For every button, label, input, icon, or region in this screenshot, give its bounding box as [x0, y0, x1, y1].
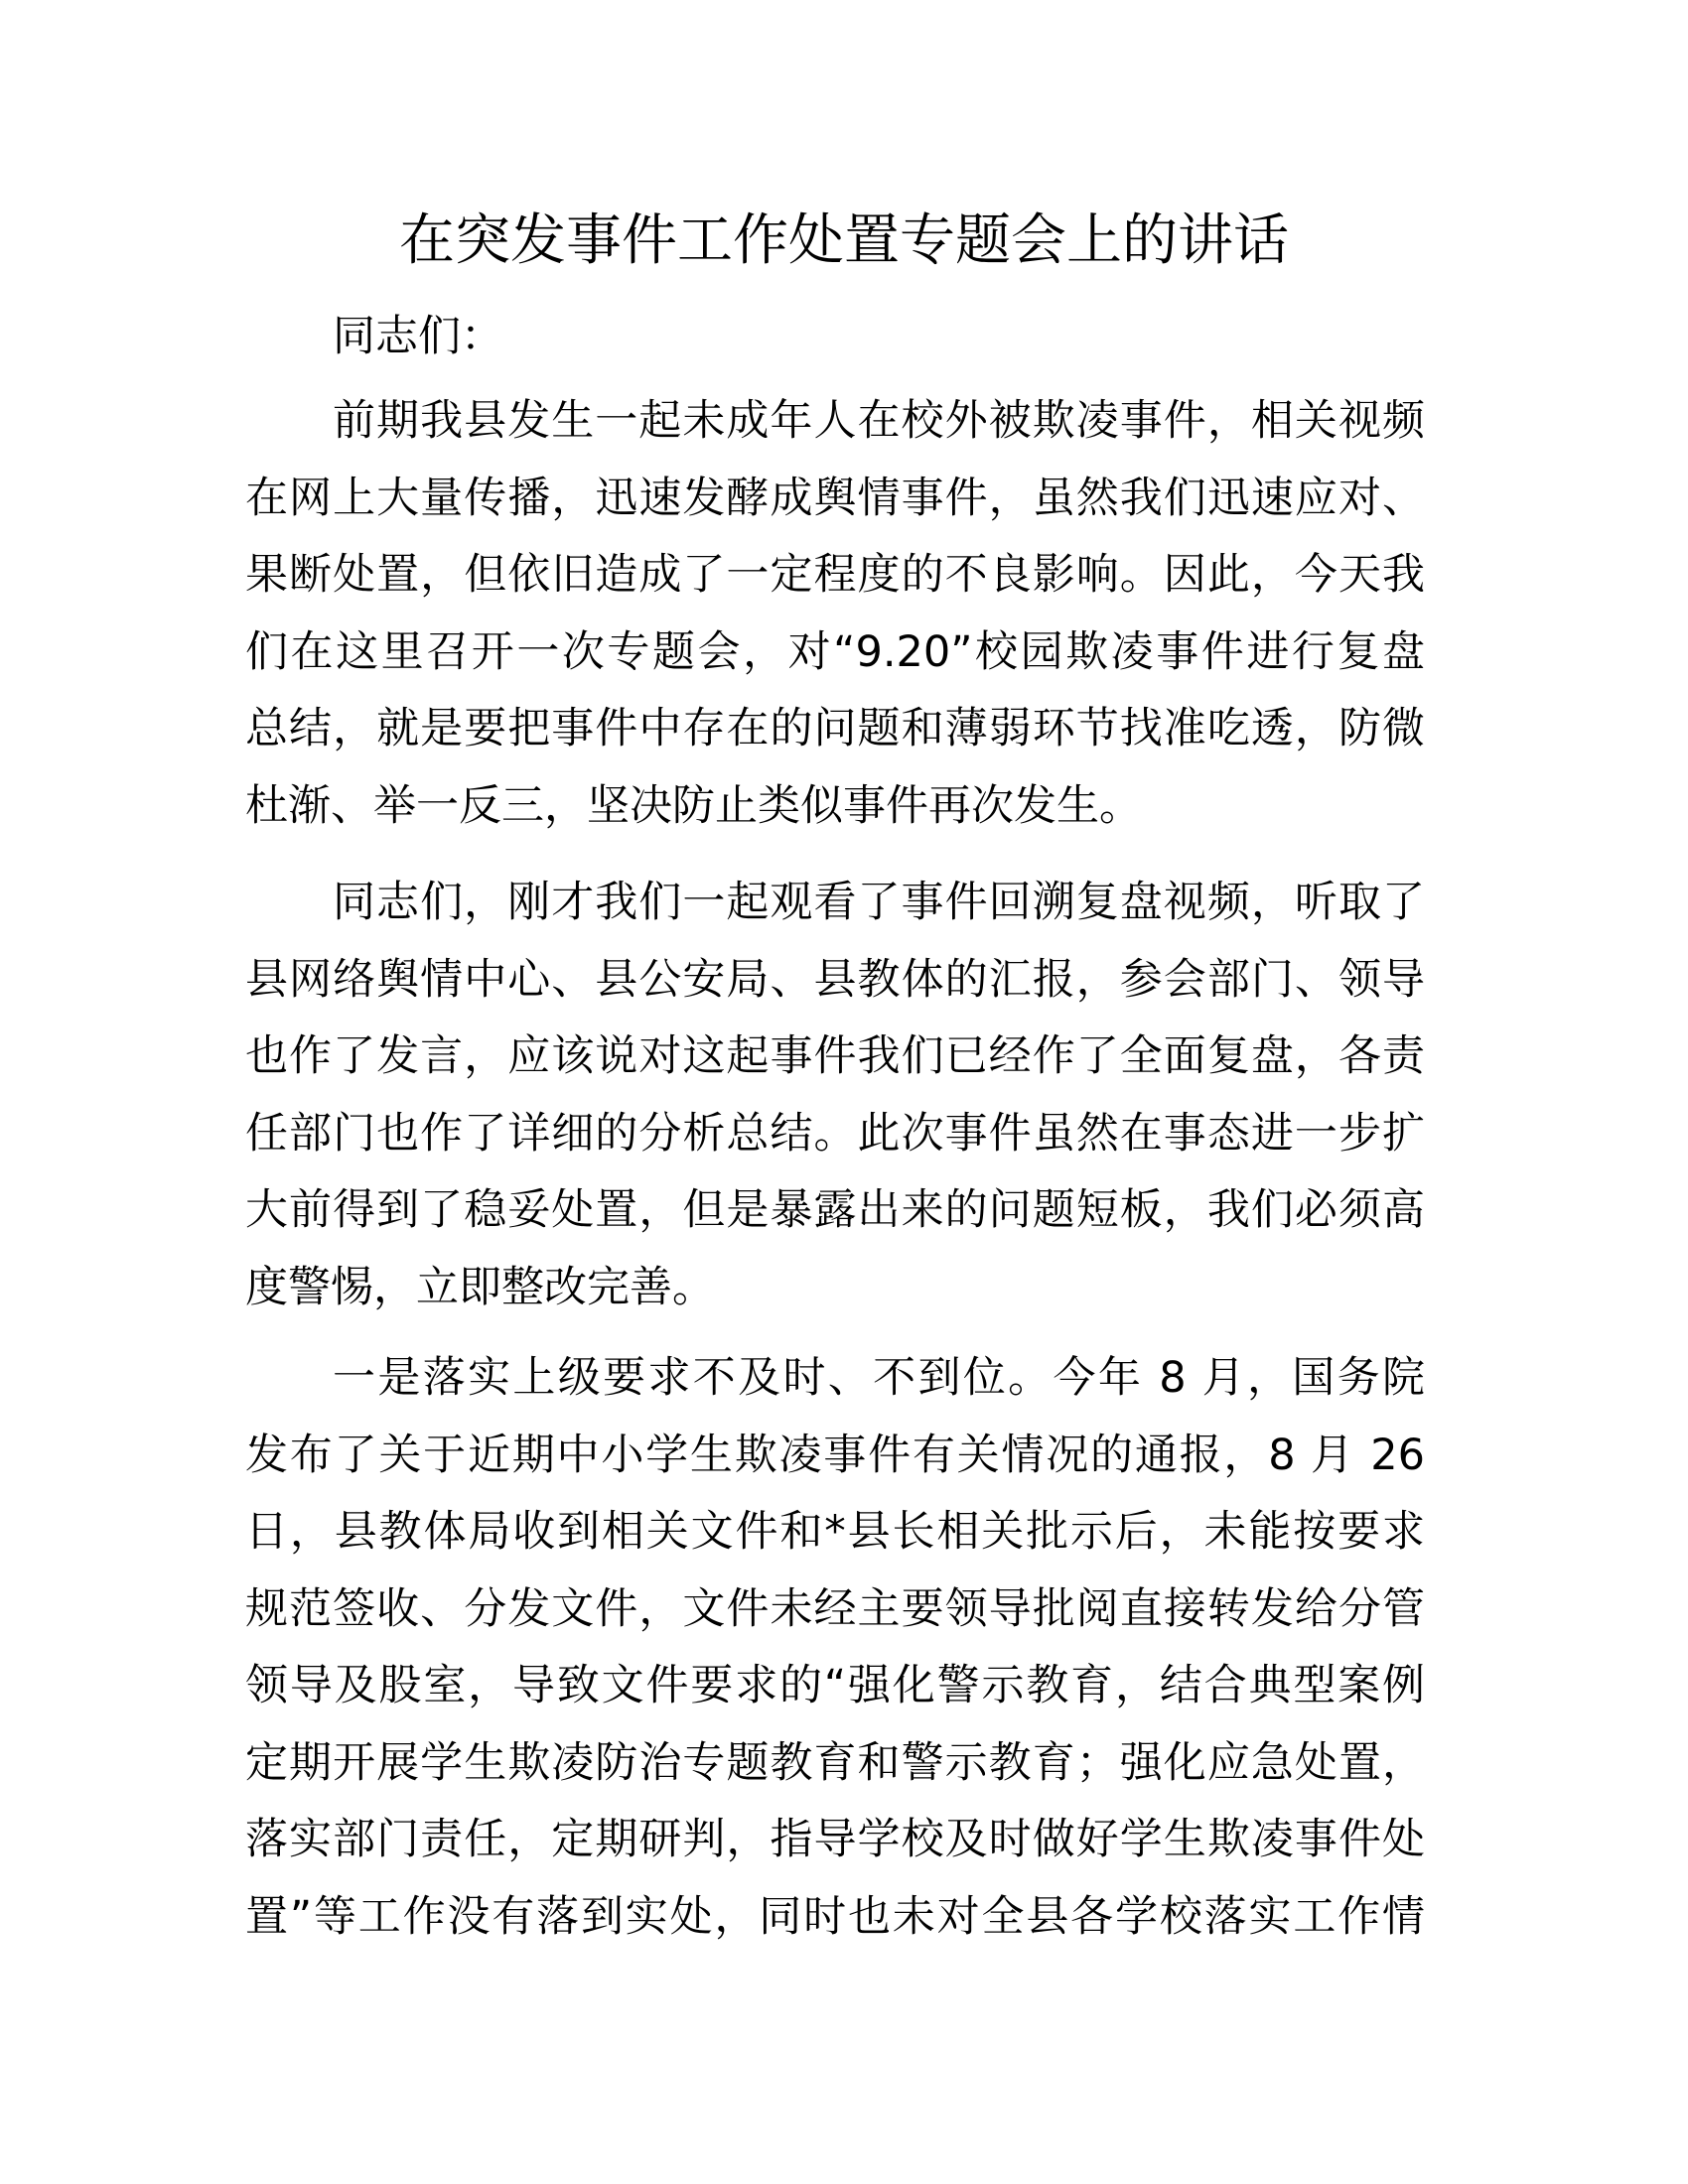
- paragraph-line: 同志们，刚才我们一起观看了事件回溯复盘视频，听取了: [333, 878, 1425, 927]
- paragraph-line: 定期开展学生欺凌防治专题教育和警示教育；强化应急处置，: [245, 1737, 1425, 1788]
- paragraph-line: 杜渐、举一反三，坚决防止类似事件再次发生。: [245, 780, 1142, 831]
- document-title: 在突发事件工作处置专题会上的讲话: [399, 208, 1289, 273]
- paragraph-line: 日，县教体局收到相关文件和*县长相关批示后，未能按要求: [245, 1507, 1425, 1557]
- paragraph-2: [245, 865, 1425, 1326]
- paragraph-line: 度警惕，立即整改完善。: [245, 1262, 715, 1312]
- paragraph-3: [245, 1340, 1425, 1956]
- salutation: 同志们：: [333, 312, 503, 361]
- paragraph-line: 置”等工作没有落到实处，同时也未对全县各学校落实工作情: [245, 1891, 1425, 1942]
- paragraph-line: 发布了关于近期中小学生欺凌事件有关情况的通报，8 月 26: [245, 1430, 1425, 1480]
- paragraph-1: [245, 383, 1425, 845]
- paragraph-line: 任部门也作了详细的分析总结。此次事件虽然在事态进一步扩: [245, 1108, 1425, 1159]
- paragraph-line: 落实部门责任，定期研判，指导学校及时做好学生欺凌事件处: [245, 1815, 1425, 1864]
- paragraph-line: 总结，就是要把事件中存在的问题和薄弱环节找准吃透，防微: [245, 704, 1425, 753]
- paragraph-line: 大前得到了稳妥处置，但是暴露出来的问题短板，我们必须高: [245, 1185, 1425, 1235]
- paragraph-line: 们在这里召开一次专题会，对“9.20”校园欺凌事件进行复盘: [245, 626, 1425, 677]
- paragraph-line: 领导及股室，导致文件要求的“强化警示教育，结合典型案例: [245, 1661, 1425, 1710]
- paragraph-line: 果断处置，但依旧造成了一定程度的不良影响。因此，今天我: [245, 550, 1425, 600]
- paragraph-line: 前期我县发生一起未成年人在校外被欺凌事件，相关视频: [333, 396, 1425, 446]
- paragraph-line: 也作了发言，应该说对这起事件我们已经作了全面复盘，各责: [245, 1031, 1425, 1081]
- paragraph-line: 县网络舆情中心、县公安局、县教体的汇报，参会部门、领导: [245, 954, 1425, 1005]
- paragraph-line: 在网上大量传播，迅速发酵成舆情事件，虽然我们迅速应对、: [245, 473, 1425, 523]
- paragraph-line: 一是落实上级要求不及时、不到位。今年 8 月，国务院: [333, 1353, 1425, 1403]
- salutation-paragraph: [245, 299, 1425, 376]
- paragraph-line: 规范签收、分发文件，文件未经主要领导批阅直接转发给分管: [245, 1583, 1425, 1634]
